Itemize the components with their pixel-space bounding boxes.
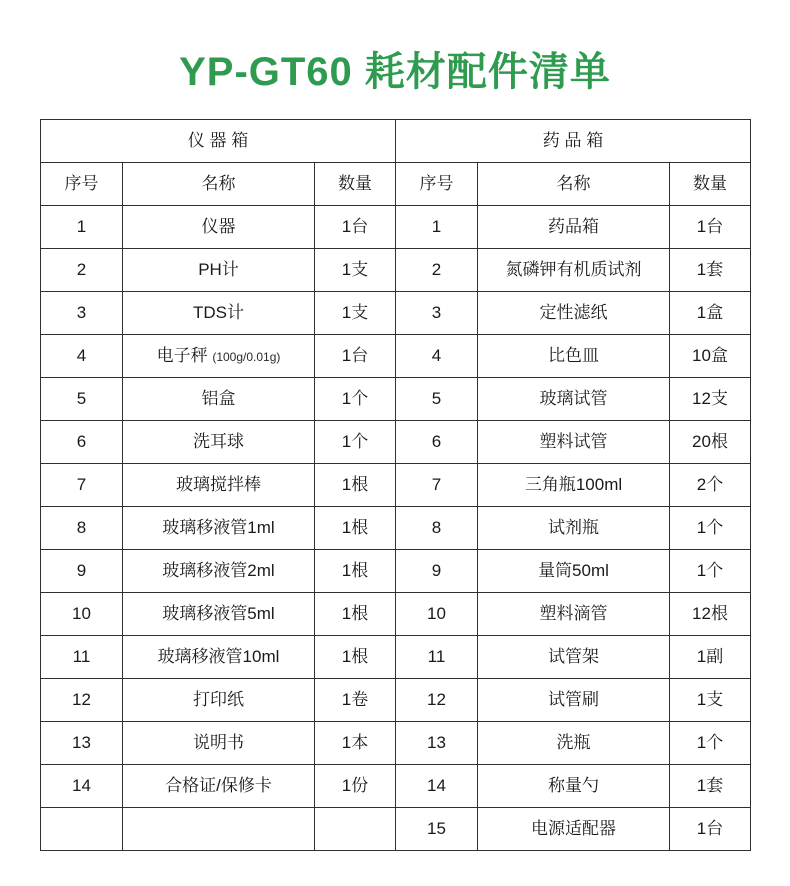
- cell-index: 4: [396, 335, 478, 378]
- table-column-header-row: [41, 163, 751, 206]
- cell-name: 定性滤纸: [478, 292, 670, 335]
- column-header-qty-right: 数量: [670, 163, 751, 206]
- cell-index: 1: [396, 206, 478, 249]
- cell-index: 2: [396, 249, 478, 292]
- cell-name-text: 玻璃搅拌棒: [176, 475, 261, 495]
- parts-list-table: [40, 119, 751, 851]
- cell-name: [123, 507, 315, 550]
- cell-name: 洗瓶: [478, 722, 670, 765]
- cell-name-text: 电子秤: [156, 346, 208, 366]
- cell-index: 12: [41, 679, 123, 722]
- cell-index: 5: [41, 378, 123, 421]
- cell-index: 2: [41, 249, 123, 292]
- cell-qty: 1台: [315, 206, 396, 249]
- cell-index: 3: [41, 292, 123, 335]
- cell-name-text: 洗耳球: [193, 432, 244, 452]
- column-header-name-left: 名称: [123, 163, 315, 206]
- cell-qty: 1台: [670, 206, 751, 249]
- cell-name: [123, 765, 315, 808]
- cell-name: [123, 593, 315, 636]
- cell-qty: 1台: [670, 808, 751, 851]
- cell-index: 10: [41, 593, 123, 636]
- cell-name: [123, 550, 315, 593]
- cell-name: 药品箱: [478, 206, 670, 249]
- cell-qty: 1套: [670, 249, 751, 292]
- table-row: [41, 636, 751, 679]
- cell-index: 7: [396, 464, 478, 507]
- cell-qty: 1根: [315, 550, 396, 593]
- cell-qty: 1根: [315, 507, 396, 550]
- cell-qty: 1个: [670, 507, 751, 550]
- table-row: [41, 249, 751, 292]
- table-row: [41, 765, 751, 808]
- cell-name-text: PH计: [198, 260, 239, 280]
- cell-index: 6: [396, 421, 478, 464]
- cell-index: 8: [41, 507, 123, 550]
- cell-qty: 10盒: [670, 335, 751, 378]
- cell-index: 10: [396, 593, 478, 636]
- cell-qty: 1个: [670, 722, 751, 765]
- table-row: [41, 722, 751, 765]
- cell-name: [123, 722, 315, 765]
- cell-name-text: 玻璃移液管2ml: [162, 561, 275, 581]
- cell-name: 塑料滴管: [478, 593, 670, 636]
- parts-list-container: [0, 119, 790, 851]
- cell-name: [123, 378, 315, 421]
- cell-index: 7: [41, 464, 123, 507]
- cell-index: 14: [396, 765, 478, 808]
- table-row: [41, 464, 751, 507]
- table-row: [41, 206, 751, 249]
- cell-qty: 1盒: [670, 292, 751, 335]
- cell-index: 3: [396, 292, 478, 335]
- cell-name: [123, 464, 315, 507]
- cell-index: 12: [396, 679, 478, 722]
- cell-qty-empty: [315, 808, 396, 851]
- column-header-name-right: 名称: [478, 163, 670, 206]
- cell-name-text: TDS计: [193, 303, 244, 323]
- cell-index: 1: [41, 206, 123, 249]
- cell-qty: 1支: [670, 679, 751, 722]
- table-row: [41, 292, 751, 335]
- cell-index: 5: [396, 378, 478, 421]
- column-header-index-right: 序号: [396, 163, 478, 206]
- cell-name: [123, 292, 315, 335]
- cell-qty: 1个: [315, 378, 396, 421]
- cell-name: [123, 679, 315, 722]
- table-row: [41, 378, 751, 421]
- cell-name: 三角瓶100ml: [478, 464, 670, 507]
- cell-qty: 1根: [315, 636, 396, 679]
- column-header-index-left: 序号: [41, 163, 123, 206]
- cell-name-text: 说明书: [193, 733, 244, 753]
- cell-qty: 1根: [315, 464, 396, 507]
- cell-qty: 1支: [315, 292, 396, 335]
- cell-index: 14: [41, 765, 123, 808]
- cell-name: [123, 249, 315, 292]
- cell-name: [123, 421, 315, 464]
- table-group-header-row: [41, 120, 751, 163]
- cell-qty: 1根: [315, 593, 396, 636]
- cell-index: 13: [41, 722, 123, 765]
- cell-qty: 1台: [315, 335, 396, 378]
- cell-index: 4: [41, 335, 123, 378]
- cell-name: 称量勺: [478, 765, 670, 808]
- cell-index: 15: [396, 808, 478, 851]
- cell-name-empty: [123, 808, 315, 851]
- cell-name: 比色皿: [478, 335, 670, 378]
- cell-name-text: 打印纸: [193, 690, 244, 710]
- cell-name-note: (100g/0.01g): [212, 350, 281, 365]
- group-header-reagent-box: 药 品 箱: [396, 120, 751, 163]
- cell-name: 试管刷: [478, 679, 670, 722]
- cell-index: 6: [41, 421, 123, 464]
- cell-qty: 1卷: [315, 679, 396, 722]
- cell-qty: 2个: [670, 464, 751, 507]
- cell-qty: 1份: [315, 765, 396, 808]
- cell-index: 11: [396, 636, 478, 679]
- cell-qty: 1个: [315, 421, 396, 464]
- page-title: YP-GT60 耗材配件清单: [179, 50, 611, 94]
- table-row: [41, 808, 751, 851]
- table-row: [41, 550, 751, 593]
- cell-name: 塑料试管: [478, 421, 670, 464]
- column-header-qty-left: 数量: [315, 163, 396, 206]
- table-row: [41, 507, 751, 550]
- cell-name: 玻璃试管: [478, 378, 670, 421]
- cell-name-text: 玻璃移液管5ml: [162, 604, 275, 624]
- cell-name: [123, 206, 315, 249]
- cell-index: 13: [396, 722, 478, 765]
- cell-name-text: 铝盒: [201, 389, 236, 409]
- cell-name-text: 玻璃移液管10ml: [157, 647, 280, 667]
- table-row: [41, 593, 751, 636]
- cell-name-text: 仪器: [201, 217, 236, 237]
- cell-name: 氮磷钾有机质试剂: [478, 249, 670, 292]
- cell-index: 8: [396, 507, 478, 550]
- cell-index-empty: [41, 808, 123, 851]
- cell-index: 11: [41, 636, 123, 679]
- cell-name: [123, 335, 315, 378]
- cell-name-text: 玻璃移液管1ml: [162, 518, 275, 538]
- cell-qty: 12根: [670, 593, 751, 636]
- table-row: [41, 421, 751, 464]
- cell-qty: 1副: [670, 636, 751, 679]
- table-row: [41, 335, 751, 378]
- cell-name-text: 合格证/保修卡: [165, 776, 272, 796]
- table-row: [41, 679, 751, 722]
- cell-name: 量筒50ml: [478, 550, 670, 593]
- cell-index: 9: [41, 550, 123, 593]
- cell-name: [123, 636, 315, 679]
- cell-index: 9: [396, 550, 478, 593]
- cell-qty: 1本: [315, 722, 396, 765]
- group-header-instrument-box: 仪 器 箱: [41, 120, 396, 163]
- cell-name: 试剂瓶: [478, 507, 670, 550]
- cell-qty: 1套: [670, 765, 751, 808]
- cell-qty: 20根: [670, 421, 751, 464]
- cell-qty: 1个: [670, 550, 751, 593]
- cell-qty: 12支: [670, 378, 751, 421]
- cell-name: 试管架: [478, 636, 670, 679]
- cell-name: 电源适配器: [478, 808, 670, 851]
- cell-qty: 1支: [315, 249, 396, 292]
